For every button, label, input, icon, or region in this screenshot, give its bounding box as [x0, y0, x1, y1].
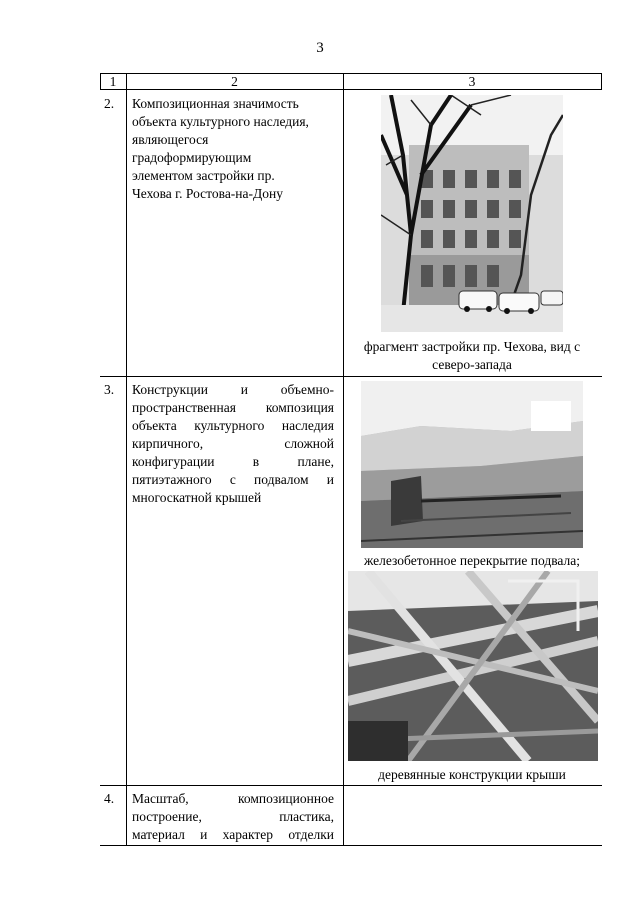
row-number: 3. — [104, 382, 115, 397]
header-col-3: 3 — [468, 74, 476, 89]
roof-structure-photo — [348, 571, 598, 761]
photo-caption: фрагмент застройки пр. Чехова, вид с северо-запада — [363, 339, 581, 372]
row-description: Композиционная значимость объекта культурного наследия, являющегося градоформирующим элементом застройки пр. Чехова г. Ростова-на-Дону — [132, 96, 309, 201]
roof-photo-caption: деревянные конструкции крыши — [378, 767, 566, 782]
header-col-2: 2 — [231, 74, 238, 89]
building-facade-photo — [381, 95, 563, 332]
row-description: Масштаб, композиционное построение, пластика, материал и характер отделки — [132, 791, 334, 842]
page-number: 3 — [316, 40, 324, 56]
header-col-1: 1 — [109, 74, 117, 89]
row-number: 4. — [104, 791, 115, 806]
basement-photo-caption: железобетонное перекрытие подвала; — [364, 553, 580, 568]
basement-ceiling-photo — [361, 381, 583, 548]
row-number: 2. — [104, 96, 115, 111]
row-description: Конструкции и объемно- пространственная композиция объекта культурного наследия кирпичного, сложной конфигурации в плане, пятиэтажного с подвалом и многоскатной крышей — [132, 382, 334, 505]
